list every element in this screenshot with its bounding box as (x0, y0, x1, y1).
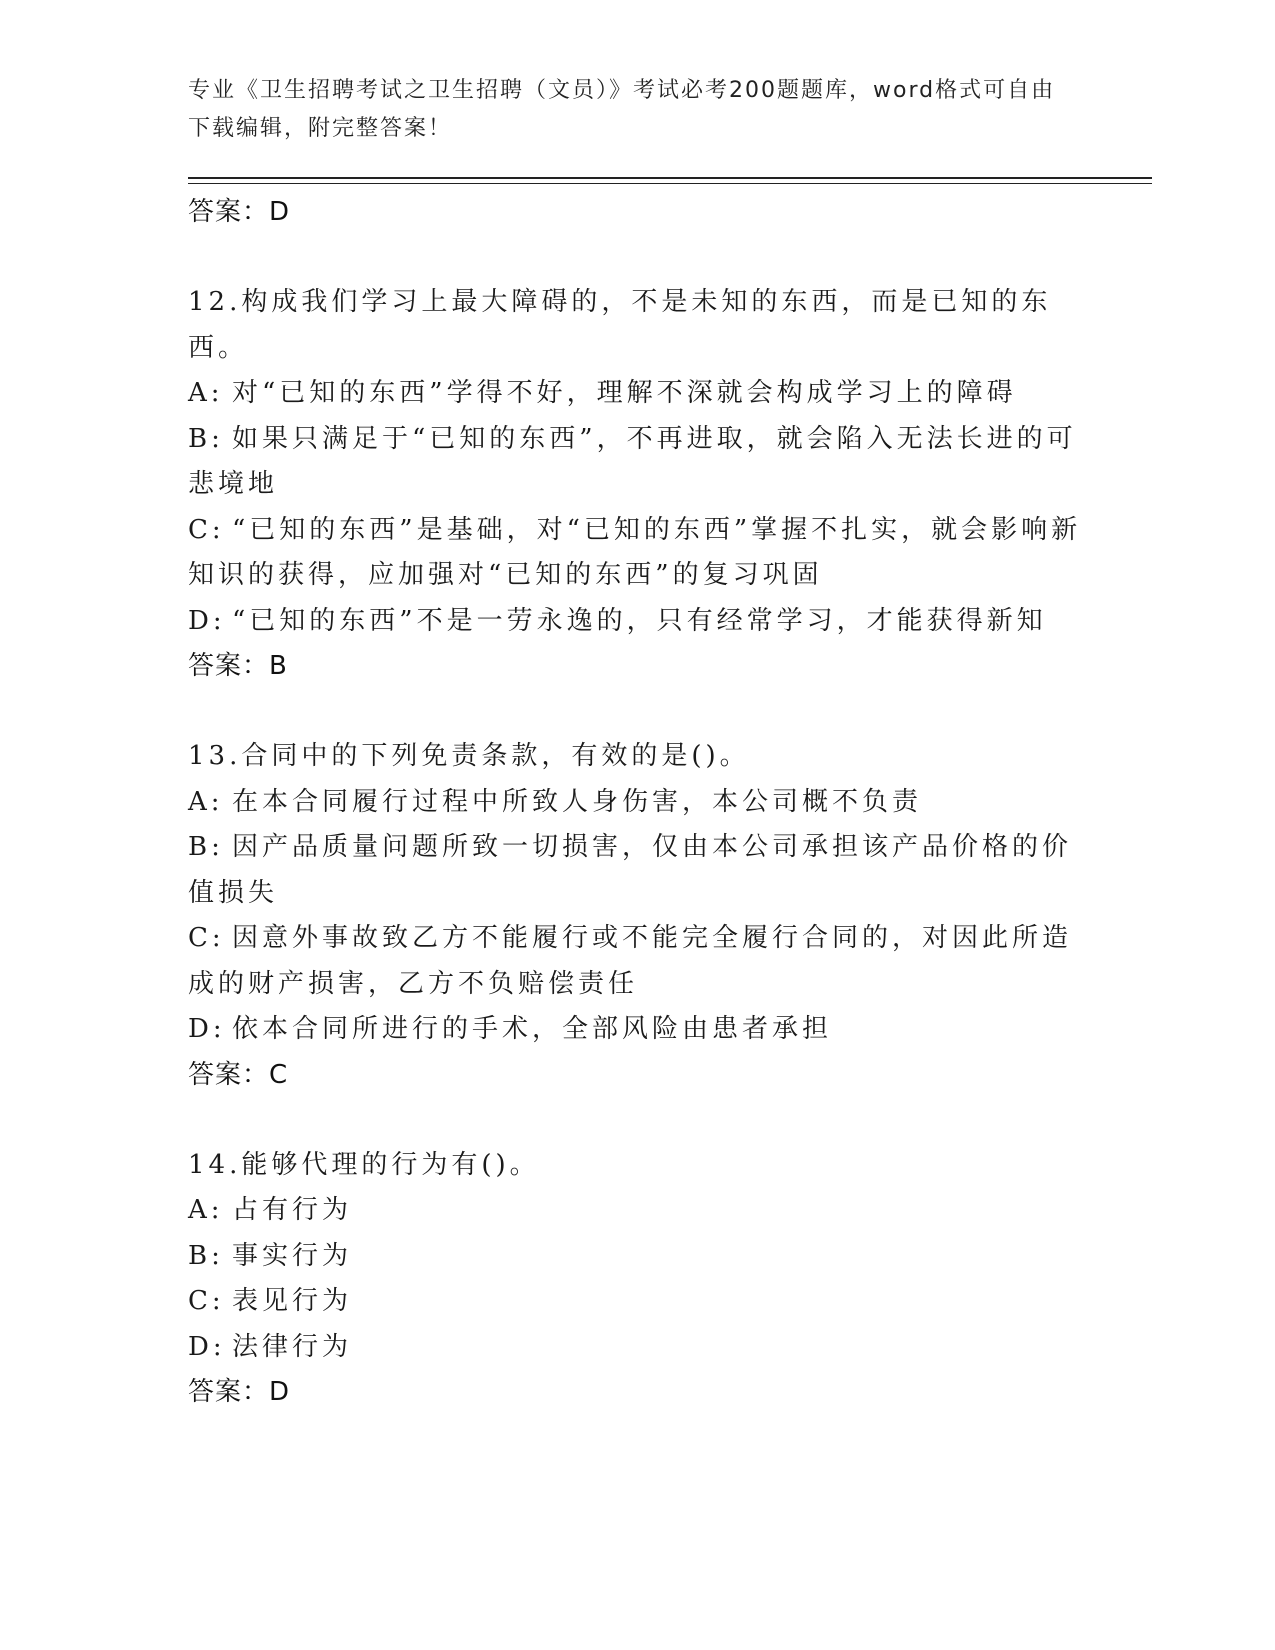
answer-line: 答案：B (188, 651, 288, 681)
option-text: 事实行为 (232, 1240, 353, 1271)
option-d (188, 599, 1088, 645)
option-text: “已知的东西”是基础，对“已知的东西”掌握不扎实，就会影响新知识的获得，应加强对“已知的东西”的复习巩固 (188, 514, 1082, 590)
question-14 (188, 1143, 1088, 1415)
header-divider-thick (188, 177, 1152, 179)
option-key: C: (188, 1286, 225, 1316)
option-text: 依本合同所进行的手术，全部风险由患者承担 (232, 1014, 833, 1044)
option-key: A: (188, 378, 224, 408)
answer-line: 答案：D (188, 197, 291, 227)
option-key: D: (188, 605, 226, 636)
option-text: 对“已知的东西”学得不好，理解不深就会构成学习上的障碍 (232, 378, 1017, 408)
option-text: 如果只满足于“已知的东西”，不再进取，就会陷入无法长进的可悲境地 (188, 423, 1077, 499)
option-c (188, 508, 1088, 599)
answer-line: 答案：D (188, 1377, 291, 1407)
option-text: 法律行为 (232, 1331, 353, 1362)
option-text: “已知的东西”不是一劳永逸的，只有经常学习，才能获得新知 (232, 605, 1047, 636)
option-key: B: (188, 1240, 224, 1271)
option-text: 占有行为 (232, 1195, 353, 1225)
option-a (188, 780, 1088, 826)
question-13 (188, 734, 1088, 1097)
option-text: 表见行为 (232, 1286, 353, 1316)
option-a (188, 1188, 1088, 1234)
option-b (188, 825, 1088, 916)
question-stem: 13.合同中的下列免责条款，有效的是()。 (188, 741, 750, 771)
question-stem: 12.构成我们学习上最大障碍的，不是未知的东西，而是已知的东西。 (188, 287, 1052, 363)
question-12 (188, 280, 1088, 688)
option-key: D: (188, 1014, 226, 1044)
option-text: 因产品质量问题所致一切损害，仅由本公司承担该产品价格的价值损失 (188, 832, 1073, 908)
option-key: C: (188, 923, 225, 953)
option-key: A: (188, 786, 224, 817)
option-d (188, 1325, 1088, 1371)
option-key: B: (188, 423, 224, 454)
option-key: D: (188, 1331, 226, 1362)
option-b (188, 417, 1088, 508)
option-c (188, 1279, 1088, 1325)
header-divider-thin (188, 183, 1152, 184)
option-a (188, 371, 1088, 417)
option-key: C: (188, 514, 225, 545)
question-stem: 14.能够代理的行为有()。 (188, 1149, 540, 1180)
document-intro: 专业《卫生招聘考试之卫生招聘（文员）》考试必考200题题库，word格式可自由下载编辑，附完整答案！ (188, 78, 1056, 141)
answer-line: 答案：C (188, 1059, 289, 1090)
option-key: B: (188, 832, 224, 862)
option-b (188, 1234, 1088, 1280)
option-text: 因意外事故致乙方不能履行或不能完全履行合同的，对因此所造成的财产损害，乙方不负赔偿责任 (188, 923, 1073, 999)
option-d (188, 1007, 1088, 1053)
option-c (188, 916, 1088, 1007)
option-text: 在本合同履行过程中所致人身伤害，本公司概不负责 (232, 786, 923, 817)
question-list (188, 190, 1088, 1414)
option-key: A: (188, 1195, 224, 1225)
